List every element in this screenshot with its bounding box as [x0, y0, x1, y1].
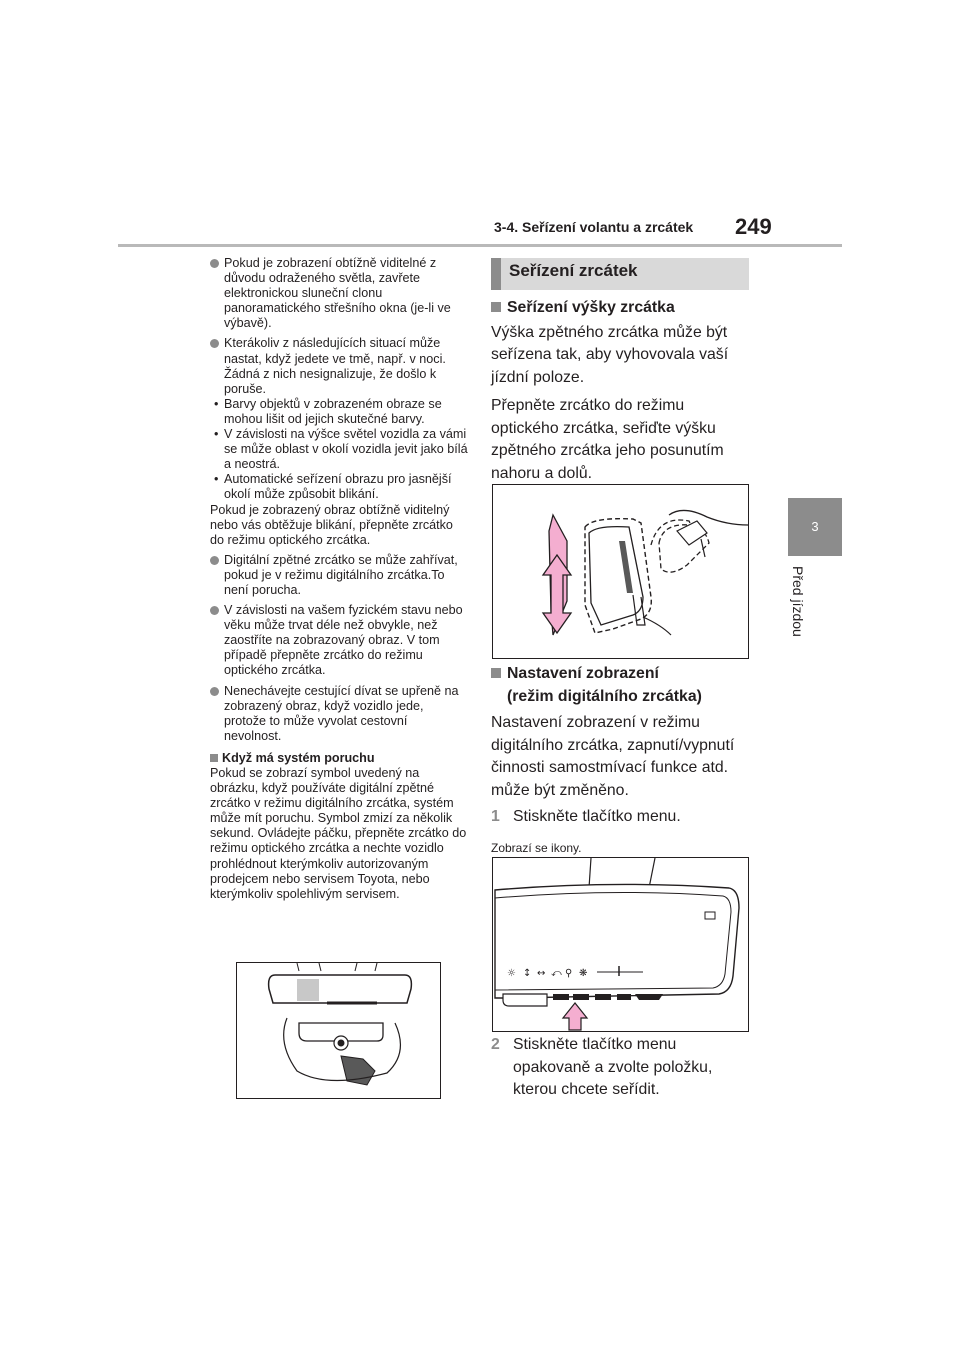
page-number: 249 — [735, 214, 772, 239]
sub-item: • Barvy objektů v zobrazeném obraze se mohou lišit od jejich skutečné barvy. — [214, 396, 442, 426]
square-bullet-icon — [491, 302, 501, 312]
mirror-menu-illustration — [492, 857, 749, 1032]
step-1: 1 Stiskněte tlačítko menu. — [491, 808, 681, 825]
display-section — [491, 663, 749, 859]
height-text-1: Výška zpětného zrcátka může být seřízena tak, aby vyhovovala vaší jízdní poloze. — [491, 323, 729, 386]
list-item: Nenechávejte cestující dívat se upřeně na zobrazený obraz, když vozidlo jede, protože to může vyvolat cestovní nevolnost. — [210, 684, 468, 744]
svg-text:⤺: ⤺ — [551, 968, 562, 979]
section-title: Seřízení zrcátek — [509, 261, 638, 280]
sub-item: • Automatické seřízení obrazu pro jasnější okolí může způsobit blikání. — [214, 472, 452, 502]
chapter-title: Před jízdou — [790, 566, 806, 637]
chapter-tab[interactable]: 3 — [788, 498, 842, 556]
bullet-icon — [210, 606, 219, 615]
list-item: Digitální zpětné zrcátko se může zahřívat, pokud je v režimu digitálního zrcátka.To není porucha. — [210, 553, 468, 598]
step-2: 2 Stiskněte tlačítko menu opakovaně a zvolte položku, kterou chcete seřídit. — [491, 1036, 713, 1098]
bullet-icon — [210, 687, 219, 696]
left-column — [210, 256, 468, 902]
height-text-2: Přepněte zrcátko do režimu optického zrcátka, seřiďte výšku zpětného zrcátka jeho posunutím nahoru a dolů. — [491, 397, 724, 482]
height-section — [491, 297, 749, 485]
bullet-icon — [210, 339, 219, 348]
bullet-icon — [210, 259, 219, 268]
svg-text:☼: ☼ — [507, 968, 516, 979]
height-heading: Seřízení výšky zrcátka — [491, 297, 749, 320]
svg-text:↕: ↕ — [523, 968, 532, 979]
malfunction-text: Pokud se zobrazí symbol uvedený na obrázku, když používáte digitální zpětné zrcátko v režimu digitálního zrcátka, systém může mít poruchu. Symbol zmizí za několik sekund. Ovládejte páčku, přepněte zrcátko do režimu optického zrcátka a nechte vozidlo prohlédnout kterýmkoliv autorizovaným prodejcem nebo servisem Toyota, nebo kterýmkoliv spolehlivým servisem. — [210, 766, 467, 901]
step-1-note: Zobrazí se ikony. — [491, 840, 582, 855]
list-item: Kterákoliv z následujících situací může nastat, když jedete ve tmě, např. v noci. Žádná z nich nesignalizuje, že došlo k poruše. — [210, 336, 468, 396]
section-header: 3-4. Seřízení volantu a zrcátek — [494, 219, 694, 235]
display-heading-2: (režim digitálního zrcátka) — [507, 687, 702, 705]
list-item: Pokud je zobrazení obtížně viditelné z důvodu odraženého světla, zavřete elektronickou sluneční clonu panoramatického střešního okna (je-li ve výbavě). — [210, 256, 468, 331]
svg-text:⚲: ⚲ — [565, 968, 573, 979]
svg-text:↔: ↔ — [537, 968, 546, 979]
malfunction-heading: Když má systém poruchu — [210, 751, 468, 766]
step-2-section — [491, 1034, 749, 1102]
bullet-icon — [210, 556, 219, 565]
header-rule — [118, 244, 842, 247]
mirror-height-illustration — [492, 484, 749, 659]
section-title-bar — [491, 258, 749, 290]
sub-item: • V závislosti na výšce světel vozidla za vámi se může oblast v okolí vozidla jevit jako bílá a neostrá. — [214, 427, 468, 472]
display-heading: Nastavení zobrazení — [491, 663, 749, 686]
display-text: Nastavení zobrazení v režimu digitálního zrcátka, zapnutí/vypnutí činnosti samostmívací funkce atd. může být změněno. — [491, 714, 735, 799]
square-bullet-icon — [491, 668, 501, 678]
flicker-note: Pokud je zobrazený obraz obtížně viditelný nebo vás obtěžuje blikání, přepněte zrcátko do režimu optického zrcátka. — [210, 502, 453, 547]
malfunction-illustration — [236, 962, 441, 1099]
list-item: V závislosti na vašem fyzickém stavu nebo věku může trvat déle než obvykle, než zaostříte na zobrazovaný obraz. V tom případě přepněte zrcátko do režimu optického zrcátka. — [210, 603, 468, 678]
svg-text:❋: ❋ — [579, 968, 588, 979]
square-bullet-icon — [210, 754, 218, 762]
